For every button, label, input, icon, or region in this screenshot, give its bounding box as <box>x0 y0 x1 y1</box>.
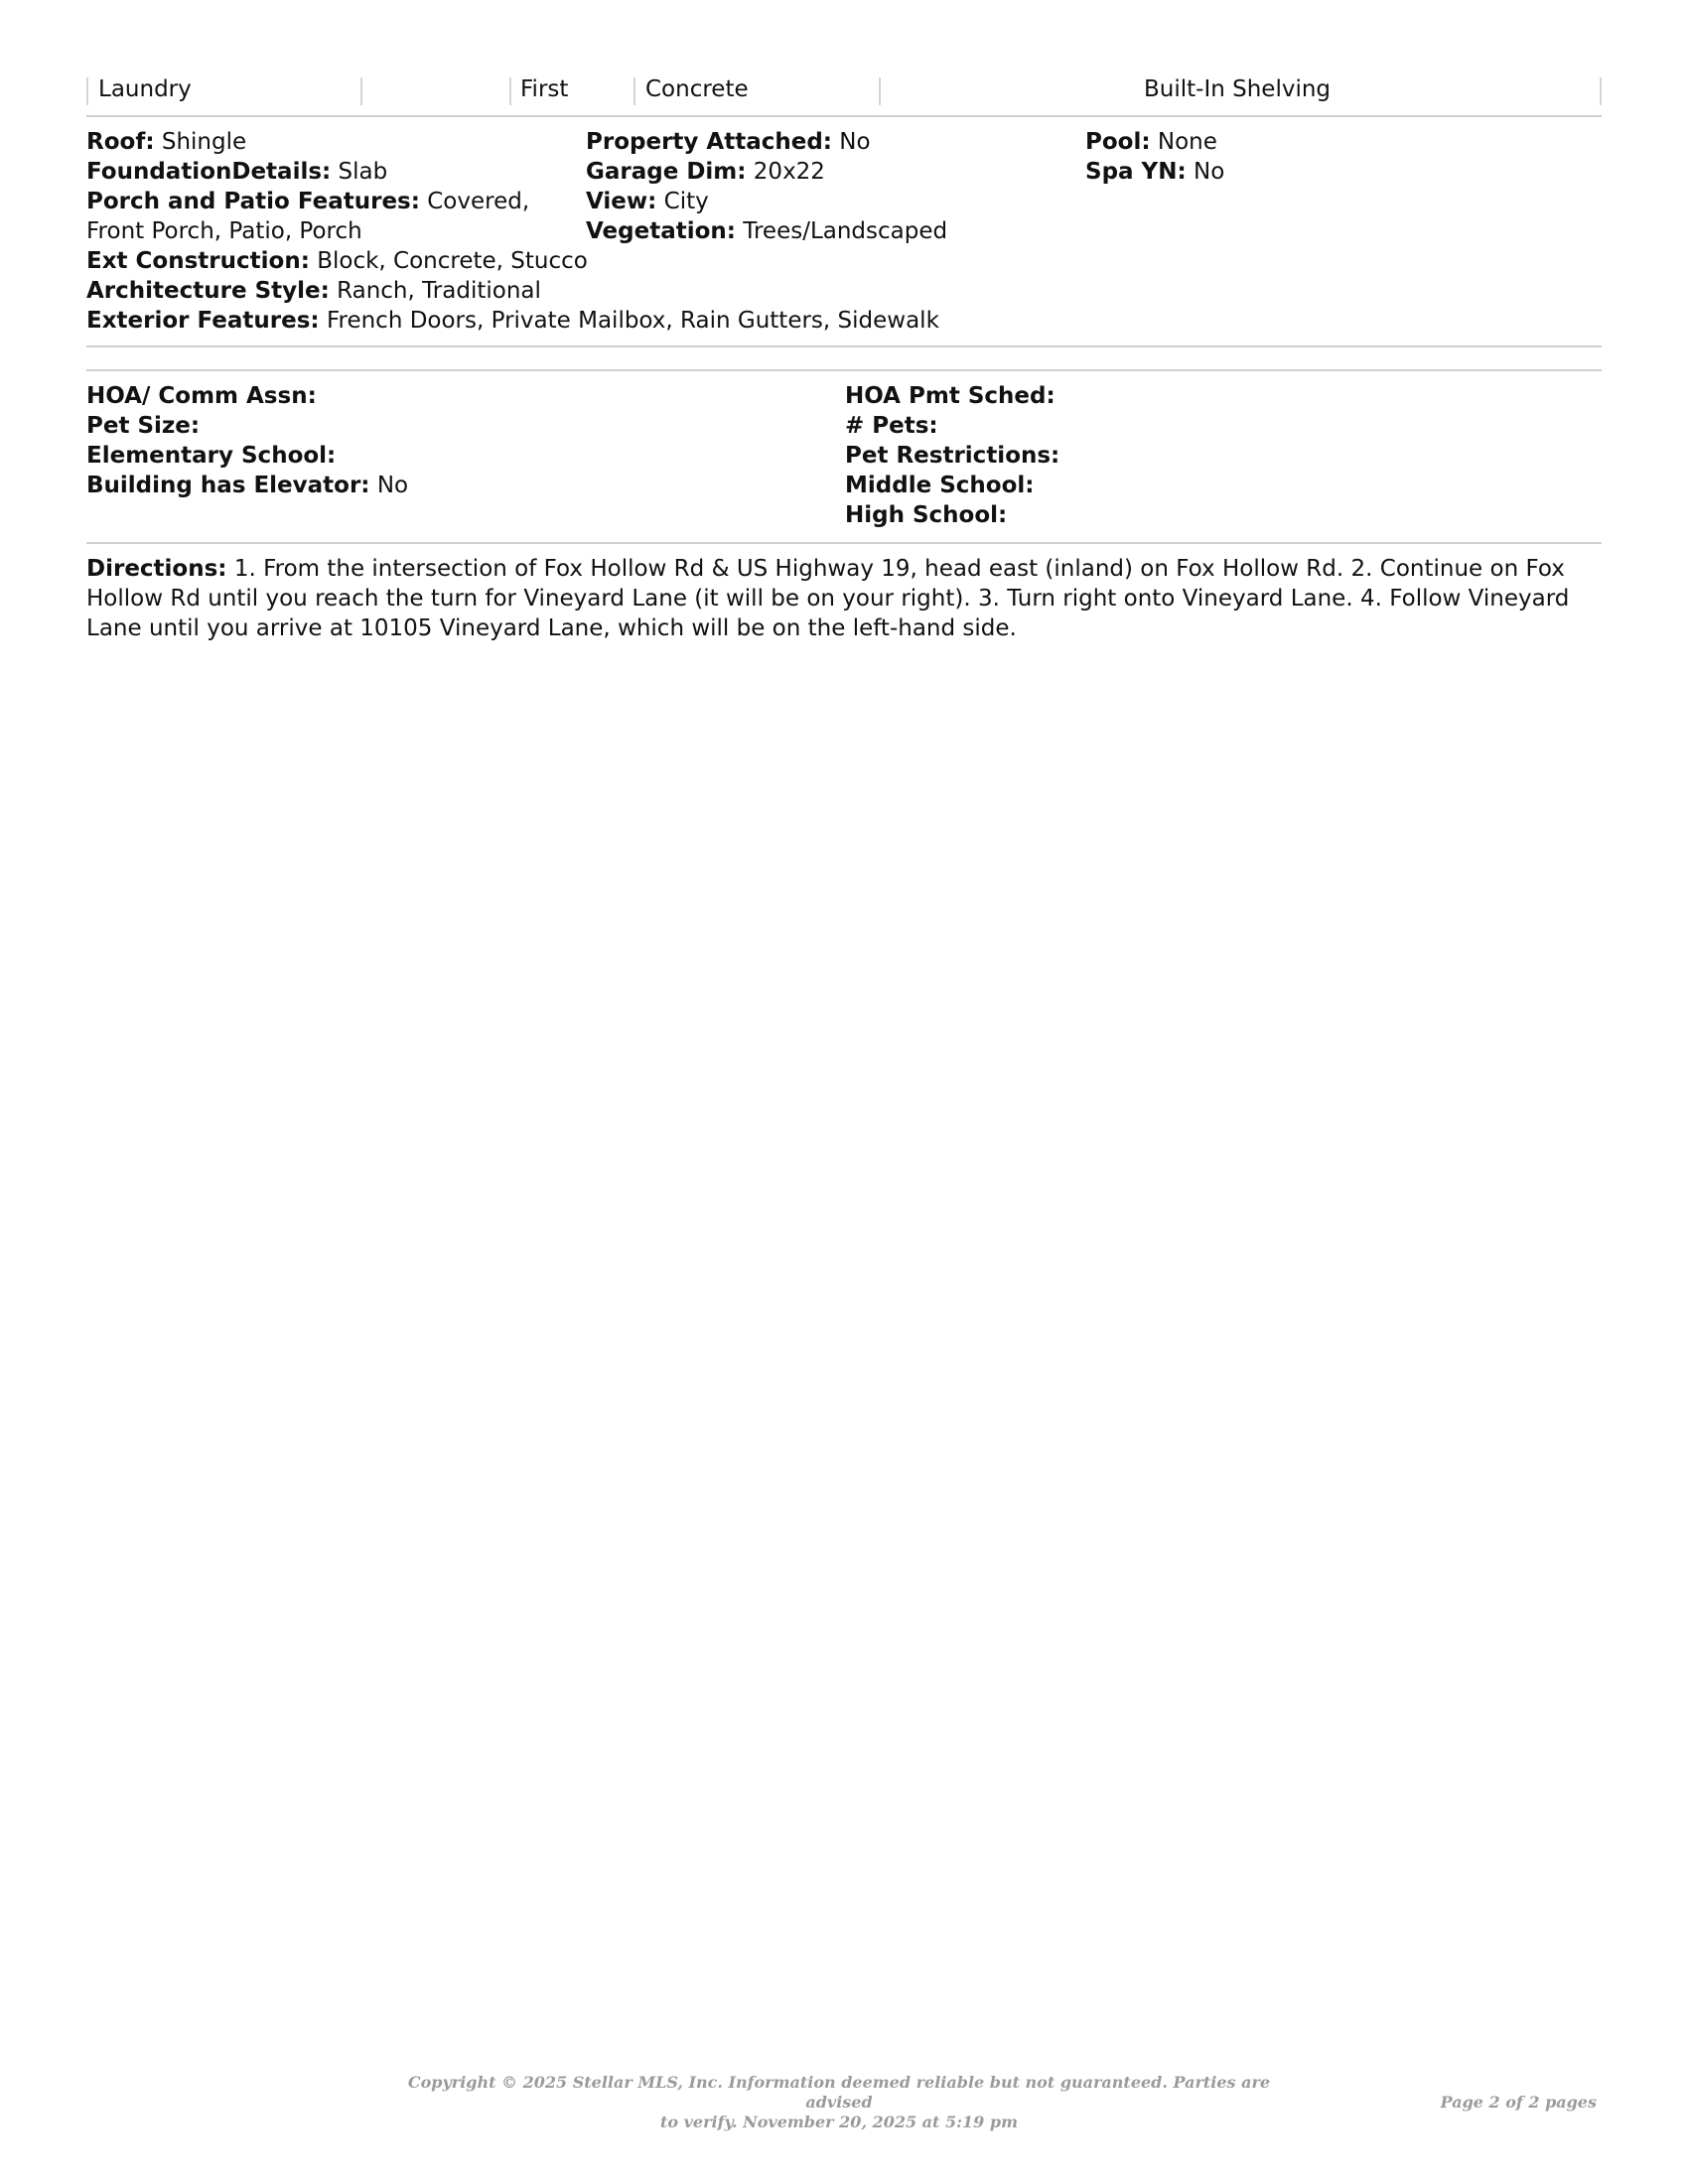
property-attached-field: Property Attached: No <box>586 129 871 155</box>
directions-label: Directions: <box>86 556 227 582</box>
vegetation-field: Vegetation: Trees/Landscaped <box>586 218 948 244</box>
hoa-col-2 <box>845 381 1580 530</box>
listing-detail-page <box>86 69 1602 643</box>
section-divider <box>86 347 1602 371</box>
hoa-pmt-sched-field: HOA Pmt Sched: <box>845 383 1055 409</box>
directions-text: 1. From the intersection of Fox Hollow Rd & US Highway 19, head east (inland) on Fox Hollow Rd. 2. Continue on Fox Hollow Rd until you reach the turn for Vineyard Lane (it will be on your right). 3. Turn right onto Vineyard Lane. 4. Follow Vineyard Lane until you arrive at 10105 Vineyard Lane, which will be on the left-hand side. <box>86 556 1570 641</box>
architecture-field: Architecture Style: Ranch, Traditional <box>86 278 541 304</box>
copyright-notice: Copyright © 2025 Stellar MLS, Inc. Information deemed reliable but not guaranteed. Parties are advised to verify. November 20, 2025 at 5:19 pm <box>407 2073 1271 2131</box>
porch-field-cont: Front Porch, Patio, Porch <box>86 218 362 244</box>
high-school-field: High School: <box>845 502 1008 528</box>
exterior-features-field: Exterior Features: French Doors, Private Mailbox, Rain Gutters, Sidewalk <box>86 308 939 334</box>
room-name: Laundry <box>98 76 192 102</box>
page-number: Page 2 of 2 pages <box>1440 2093 1597 2112</box>
room-features: Built-In Shelving <box>1144 76 1332 102</box>
num-pets-field: # Pets: <box>845 413 938 439</box>
cell-divider <box>1600 77 1602 105</box>
hoa-section <box>86 371 1602 544</box>
pool-field: Pool: None <box>1085 129 1217 155</box>
spa-field: Spa YN: No <box>1085 159 1225 185</box>
exterior-details-section <box>86 117 1602 347</box>
cell-divider <box>879 77 881 105</box>
cell-divider <box>86 77 88 105</box>
porch-field: Porch and Patio Features: Covered, <box>86 189 530 214</box>
roof-field: Roof: Shingle <box>86 129 247 155</box>
exterior-col-3 <box>1085 127 1582 187</box>
room-row <box>86 69 1602 117</box>
elementary-school-field: Elementary School: <box>86 443 337 469</box>
room-flooring: Concrete <box>645 76 749 102</box>
exterior-col-2 <box>586 127 1062 246</box>
view-field: View: City <box>586 189 709 214</box>
ext-construction-field: Ext Construction: Block, Concrete, Stucco <box>86 248 588 274</box>
cell-divider <box>509 77 511 105</box>
room-level: First <box>520 76 569 102</box>
directions-paragraph <box>86 554 1602 643</box>
hoa-comm-assn-field: HOA/ Comm Assn: <box>86 383 317 409</box>
hoa-col-1 <box>86 381 821 500</box>
cell-divider <box>633 77 635 105</box>
pet-restrictions-field: Pet Restrictions: <box>845 443 1060 469</box>
pet-size-field: Pet Size: <box>86 413 201 439</box>
cell-divider <box>360 77 362 105</box>
foundation-field: FoundationDetails: Slab <box>86 159 388 185</box>
garage-dim-field: Garage Dim: 20x22 <box>586 159 825 185</box>
elevator-field: Building has Elevator: No <box>86 473 409 498</box>
middle-school-field: Middle School: <box>845 473 1035 498</box>
